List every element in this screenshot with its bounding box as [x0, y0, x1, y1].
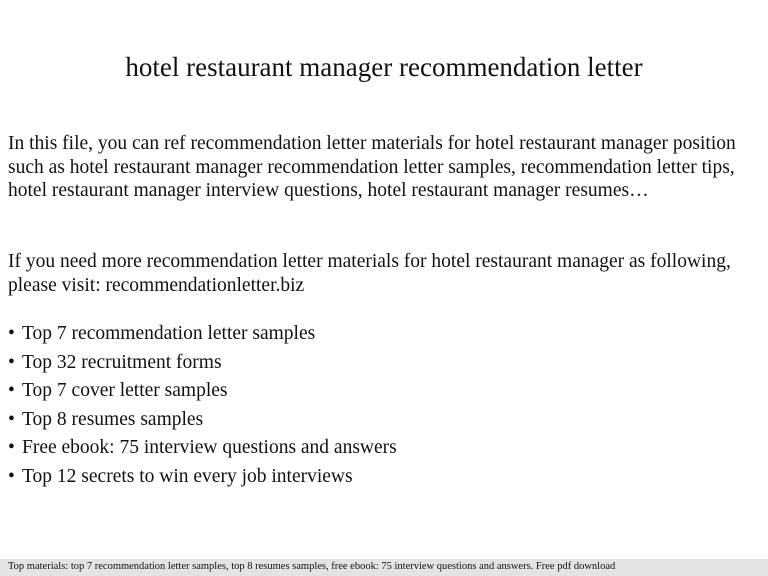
- materials-list: [8, 320, 760, 491]
- list-item: [8, 434, 760, 463]
- list-item-label: Top 7 recommendation letter samples: [22, 323, 316, 344]
- list-item: [8, 377, 760, 406]
- bullet-icon: •: [8, 465, 15, 487]
- bullet-icon: •: [8, 380, 15, 401]
- intro-paragraph: In this file, you can ref recommendation letter materials for hotel restaurant manager position such as hotel restaurant manager recommendation letter samples, recommendation letter tips, hotel restaurant manager interview questions, hotel restaurant manager resumes…: [8, 133, 736, 201]
- list-item: [8, 320, 760, 349]
- list-item-label: Top 32 recruitment forms: [22, 351, 222, 373]
- list-item-label: Top 7 cover letter samples: [22, 380, 228, 401]
- list-item: [8, 463, 760, 492]
- bullet-icon: •: [8, 323, 15, 344]
- list-item: [8, 406, 760, 435]
- footer-text: Top materials: top 7 recommendation letter samples, top 8 resumes samples, free ebook: 75 interview questions and answers. Free pdf download: [8, 561, 616, 572]
- footer-bar: [0, 559, 768, 576]
- bullet-icon: •: [8, 408, 15, 430]
- page-title: hotel restaurant manager recommendation letter: [125, 52, 643, 82]
- bullet-icon: •: [8, 351, 15, 373]
- visit-paragraph: If you need more recommendation letter materials for hotel restaurant manager as following, please visit: recommendationletter.biz: [8, 251, 731, 296]
- list-item-label: Top 12 secrets to win every job interviews: [22, 465, 353, 487]
- list-item-label: Top 8 resumes samples: [22, 408, 204, 430]
- bullet-icon: •: [8, 437, 15, 458]
- list-item-label: Free ebook: 75 interview questions and answers: [22, 437, 397, 458]
- list-item: [8, 349, 760, 378]
